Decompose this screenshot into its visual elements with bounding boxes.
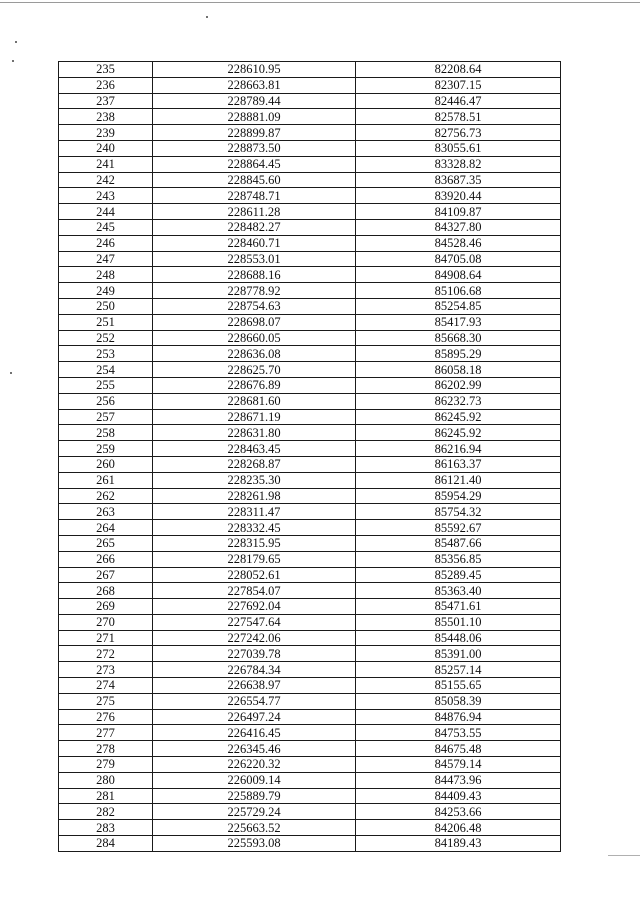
table-row bbox=[59, 125, 561, 141]
table-row bbox=[59, 393, 561, 409]
y-coordinate-cell: 85954.29 bbox=[356, 488, 561, 504]
y-coordinate-cell: 86058.18 bbox=[356, 362, 561, 378]
x-coordinate-cell: 226220.32 bbox=[153, 757, 356, 773]
point-number-cell: 275 bbox=[59, 693, 153, 709]
scan-edge-line bbox=[608, 855, 640, 856]
table-row bbox=[59, 298, 561, 314]
x-coordinate-cell: 227854.07 bbox=[153, 583, 356, 599]
y-coordinate-cell: 82446.47 bbox=[356, 93, 561, 109]
point-number-cell: 273 bbox=[59, 662, 153, 678]
x-coordinate-cell: 228663.81 bbox=[153, 77, 356, 93]
point-number-cell: 280 bbox=[59, 772, 153, 788]
y-coordinate-cell: 84528.46 bbox=[356, 235, 561, 251]
y-coordinate-cell: 85471.61 bbox=[356, 599, 561, 615]
table-row bbox=[59, 614, 561, 630]
x-coordinate-cell: 228789.44 bbox=[153, 93, 356, 109]
point-number-cell: 250 bbox=[59, 298, 153, 314]
table-row bbox=[59, 377, 561, 393]
point-number-cell: 236 bbox=[59, 77, 153, 93]
point-number-cell: 254 bbox=[59, 362, 153, 378]
y-coordinate-cell: 85363.40 bbox=[356, 583, 561, 599]
point-number-cell: 259 bbox=[59, 441, 153, 457]
table-row bbox=[59, 109, 561, 125]
table-row bbox=[59, 140, 561, 156]
x-coordinate-cell: 228864.45 bbox=[153, 156, 356, 172]
table-row bbox=[59, 599, 561, 615]
point-number-cell: 255 bbox=[59, 377, 153, 393]
x-coordinate-cell: 228748.71 bbox=[153, 188, 356, 204]
table-row bbox=[59, 535, 561, 551]
table-row bbox=[59, 346, 561, 362]
x-coordinate-cell: 228845.60 bbox=[153, 172, 356, 188]
x-coordinate-cell: 228315.95 bbox=[153, 535, 356, 551]
table-row bbox=[59, 520, 561, 536]
table-row bbox=[59, 188, 561, 204]
x-coordinate-cell: 226009.14 bbox=[153, 772, 356, 788]
x-coordinate-cell: 226416.45 bbox=[153, 725, 356, 741]
point-number-cell: 248 bbox=[59, 267, 153, 283]
x-coordinate-cell: 228899.87 bbox=[153, 125, 356, 141]
x-coordinate-cell: 228631.80 bbox=[153, 425, 356, 441]
table-row bbox=[59, 441, 561, 457]
y-coordinate-cell: 85895.29 bbox=[356, 346, 561, 362]
point-number-cell: 260 bbox=[59, 456, 153, 472]
table-row bbox=[59, 314, 561, 330]
point-number-cell: 252 bbox=[59, 330, 153, 346]
x-coordinate-cell: 228332.45 bbox=[153, 520, 356, 536]
table-row bbox=[59, 646, 561, 662]
y-coordinate-cell: 83055.61 bbox=[356, 140, 561, 156]
x-coordinate-cell: 228611.28 bbox=[153, 204, 356, 220]
table-row bbox=[59, 741, 561, 757]
y-coordinate-cell: 86245.92 bbox=[356, 425, 561, 441]
point-number-cell: 245 bbox=[59, 219, 153, 235]
y-coordinate-cell: 84753.55 bbox=[356, 725, 561, 741]
table-row bbox=[59, 820, 561, 836]
y-coordinate-cell: 86216.94 bbox=[356, 441, 561, 457]
x-coordinate-cell: 228261.98 bbox=[153, 488, 356, 504]
point-number-cell: 243 bbox=[59, 188, 153, 204]
table-row bbox=[59, 567, 561, 583]
x-coordinate-cell: 227692.04 bbox=[153, 599, 356, 615]
point-number-cell: 284 bbox=[59, 836, 153, 852]
point-number-cell: 253 bbox=[59, 346, 153, 362]
table-row bbox=[59, 504, 561, 520]
y-coordinate-cell: 85356.85 bbox=[356, 551, 561, 567]
table-row bbox=[59, 757, 561, 773]
y-coordinate-cell: 84409.43 bbox=[356, 788, 561, 804]
y-coordinate-cell: 85254.85 bbox=[356, 298, 561, 314]
point-number-cell: 272 bbox=[59, 646, 153, 662]
point-number-cell: 263 bbox=[59, 504, 153, 520]
x-coordinate-cell: 227547.64 bbox=[153, 614, 356, 630]
x-coordinate-cell: 228681.60 bbox=[153, 393, 356, 409]
x-coordinate-cell: 228610.95 bbox=[153, 62, 356, 78]
y-coordinate-cell: 85155.65 bbox=[356, 678, 561, 694]
x-coordinate-cell: 228881.09 bbox=[153, 109, 356, 125]
point-number-cell: 239 bbox=[59, 125, 153, 141]
point-number-cell: 268 bbox=[59, 583, 153, 599]
point-number-cell: 241 bbox=[59, 156, 153, 172]
point-number-cell: 261 bbox=[59, 472, 153, 488]
scan-speck bbox=[12, 60, 14, 62]
point-number-cell: 240 bbox=[59, 140, 153, 156]
x-coordinate-cell: 228688.16 bbox=[153, 267, 356, 283]
table-row bbox=[59, 172, 561, 188]
table-row bbox=[59, 693, 561, 709]
y-coordinate-cell: 85391.00 bbox=[356, 646, 561, 662]
point-number-cell: 264 bbox=[59, 520, 153, 536]
x-coordinate-cell: 228463.45 bbox=[153, 441, 356, 457]
point-number-cell: 242 bbox=[59, 172, 153, 188]
table-row bbox=[59, 788, 561, 804]
y-coordinate-cell: 85289.45 bbox=[356, 567, 561, 583]
x-coordinate-cell: 228268.87 bbox=[153, 456, 356, 472]
point-number-cell: 244 bbox=[59, 204, 153, 220]
x-coordinate-cell: 226345.46 bbox=[153, 741, 356, 757]
x-coordinate-cell: 228052.61 bbox=[153, 567, 356, 583]
x-coordinate-cell: 228778.92 bbox=[153, 283, 356, 299]
table-row bbox=[59, 93, 561, 109]
table-row bbox=[59, 362, 561, 378]
y-coordinate-cell: 84327.80 bbox=[356, 219, 561, 235]
y-coordinate-cell: 85668.30 bbox=[356, 330, 561, 346]
x-coordinate-cell: 226638.97 bbox=[153, 678, 356, 694]
x-coordinate-cell: 225593.08 bbox=[153, 836, 356, 852]
y-coordinate-cell: 85257.14 bbox=[356, 662, 561, 678]
x-coordinate-cell: 228676.89 bbox=[153, 377, 356, 393]
x-coordinate-cell: 228625.70 bbox=[153, 362, 356, 378]
coordinate-table-body bbox=[59, 62, 561, 852]
point-number-cell: 279 bbox=[59, 757, 153, 773]
point-number-cell: 235 bbox=[59, 62, 153, 78]
y-coordinate-cell: 83920.44 bbox=[356, 188, 561, 204]
point-number-cell: 249 bbox=[59, 283, 153, 299]
x-coordinate-cell: 225663.52 bbox=[153, 820, 356, 836]
y-coordinate-cell: 86163.37 bbox=[356, 456, 561, 472]
table-row bbox=[59, 630, 561, 646]
x-coordinate-cell: 228873.50 bbox=[153, 140, 356, 156]
point-number-cell: 276 bbox=[59, 709, 153, 725]
point-number-cell: 271 bbox=[59, 630, 153, 646]
point-number-cell: 257 bbox=[59, 409, 153, 425]
table-row bbox=[59, 662, 561, 678]
table-row bbox=[59, 678, 561, 694]
table-row bbox=[59, 62, 561, 78]
y-coordinate-cell: 84109.87 bbox=[356, 204, 561, 220]
point-number-cell: 270 bbox=[59, 614, 153, 630]
table-row bbox=[59, 204, 561, 220]
point-number-cell: 258 bbox=[59, 425, 153, 441]
point-number-cell: 262 bbox=[59, 488, 153, 504]
scan-speck bbox=[206, 16, 208, 18]
y-coordinate-cell: 86245.92 bbox=[356, 409, 561, 425]
x-coordinate-cell: 228460.71 bbox=[153, 235, 356, 251]
x-coordinate-cell: 228671.19 bbox=[153, 409, 356, 425]
table-row bbox=[59, 235, 561, 251]
scan-edge-line bbox=[0, 2, 640, 3]
table-row bbox=[59, 425, 561, 441]
x-coordinate-cell: 228235.30 bbox=[153, 472, 356, 488]
y-coordinate-cell: 84189.43 bbox=[356, 836, 561, 852]
y-coordinate-cell: 84253.66 bbox=[356, 804, 561, 820]
y-coordinate-cell: 83328.82 bbox=[356, 156, 561, 172]
x-coordinate-cell: 228698.07 bbox=[153, 314, 356, 330]
point-number-cell: 238 bbox=[59, 109, 153, 125]
table-row bbox=[59, 219, 561, 235]
y-coordinate-cell: 84579.14 bbox=[356, 757, 561, 773]
table-row bbox=[59, 330, 561, 346]
y-coordinate-cell: 82208.64 bbox=[356, 62, 561, 78]
scan-speck bbox=[15, 41, 17, 43]
point-number-cell: 277 bbox=[59, 725, 153, 741]
x-coordinate-cell: 228660.05 bbox=[153, 330, 356, 346]
point-number-cell: 237 bbox=[59, 93, 153, 109]
table-row bbox=[59, 251, 561, 267]
y-coordinate-cell: 85592.67 bbox=[356, 520, 561, 536]
y-coordinate-cell: 84473.96 bbox=[356, 772, 561, 788]
x-coordinate-cell: 227039.78 bbox=[153, 646, 356, 662]
table-row bbox=[59, 409, 561, 425]
x-coordinate-cell: 226554.77 bbox=[153, 693, 356, 709]
x-coordinate-cell: 228636.08 bbox=[153, 346, 356, 362]
y-coordinate-cell: 85058.39 bbox=[356, 693, 561, 709]
table-row bbox=[59, 583, 561, 599]
x-coordinate-cell: 228553.01 bbox=[153, 251, 356, 267]
point-number-cell: 266 bbox=[59, 551, 153, 567]
x-coordinate-cell: 226784.34 bbox=[153, 662, 356, 678]
y-coordinate-cell: 85487.66 bbox=[356, 535, 561, 551]
table-row bbox=[59, 836, 561, 852]
point-number-cell: 256 bbox=[59, 393, 153, 409]
y-coordinate-cell: 85106.68 bbox=[356, 283, 561, 299]
table-row bbox=[59, 456, 561, 472]
y-coordinate-cell: 83687.35 bbox=[356, 172, 561, 188]
table-row bbox=[59, 267, 561, 283]
x-coordinate-cell: 227242.06 bbox=[153, 630, 356, 646]
x-coordinate-cell: 228482.27 bbox=[153, 219, 356, 235]
table-row bbox=[59, 156, 561, 172]
table-row bbox=[59, 472, 561, 488]
y-coordinate-cell: 82756.73 bbox=[356, 125, 561, 141]
x-coordinate-cell: 228311.47 bbox=[153, 504, 356, 520]
coordinate-table bbox=[58, 61, 561, 852]
point-number-cell: 281 bbox=[59, 788, 153, 804]
y-coordinate-cell: 84876.94 bbox=[356, 709, 561, 725]
point-number-cell: 267 bbox=[59, 567, 153, 583]
y-coordinate-cell: 82578.51 bbox=[356, 109, 561, 125]
point-number-cell: 283 bbox=[59, 820, 153, 836]
table-row bbox=[59, 283, 561, 299]
y-coordinate-cell: 86121.40 bbox=[356, 472, 561, 488]
scan-speck bbox=[10, 372, 12, 374]
y-coordinate-cell: 86232.73 bbox=[356, 393, 561, 409]
x-coordinate-cell: 228179.65 bbox=[153, 551, 356, 567]
y-coordinate-cell: 84675.48 bbox=[356, 741, 561, 757]
table-row bbox=[59, 77, 561, 93]
table-row bbox=[59, 772, 561, 788]
table-row bbox=[59, 551, 561, 567]
table-row bbox=[59, 709, 561, 725]
y-coordinate-cell: 85448.06 bbox=[356, 630, 561, 646]
x-coordinate-cell: 225889.79 bbox=[153, 788, 356, 804]
y-coordinate-cell: 82307.15 bbox=[356, 77, 561, 93]
y-coordinate-cell: 86202.99 bbox=[356, 377, 561, 393]
point-number-cell: 269 bbox=[59, 599, 153, 615]
table-row bbox=[59, 725, 561, 741]
x-coordinate-cell: 228754.63 bbox=[153, 298, 356, 314]
y-coordinate-cell: 85501.10 bbox=[356, 614, 561, 630]
table-row bbox=[59, 488, 561, 504]
y-coordinate-cell: 85754.32 bbox=[356, 504, 561, 520]
x-coordinate-cell: 225729.24 bbox=[153, 804, 356, 820]
y-coordinate-cell: 84908.64 bbox=[356, 267, 561, 283]
table-row bbox=[59, 804, 561, 820]
point-number-cell: 274 bbox=[59, 678, 153, 694]
y-coordinate-cell: 84206.48 bbox=[356, 820, 561, 836]
point-number-cell: 246 bbox=[59, 235, 153, 251]
point-number-cell: 265 bbox=[59, 535, 153, 551]
point-number-cell: 251 bbox=[59, 314, 153, 330]
y-coordinate-cell: 84705.08 bbox=[356, 251, 561, 267]
point-number-cell: 278 bbox=[59, 741, 153, 757]
point-number-cell: 282 bbox=[59, 804, 153, 820]
x-coordinate-cell: 226497.24 bbox=[153, 709, 356, 725]
point-number-cell: 247 bbox=[59, 251, 153, 267]
y-coordinate-cell: 85417.93 bbox=[356, 314, 561, 330]
